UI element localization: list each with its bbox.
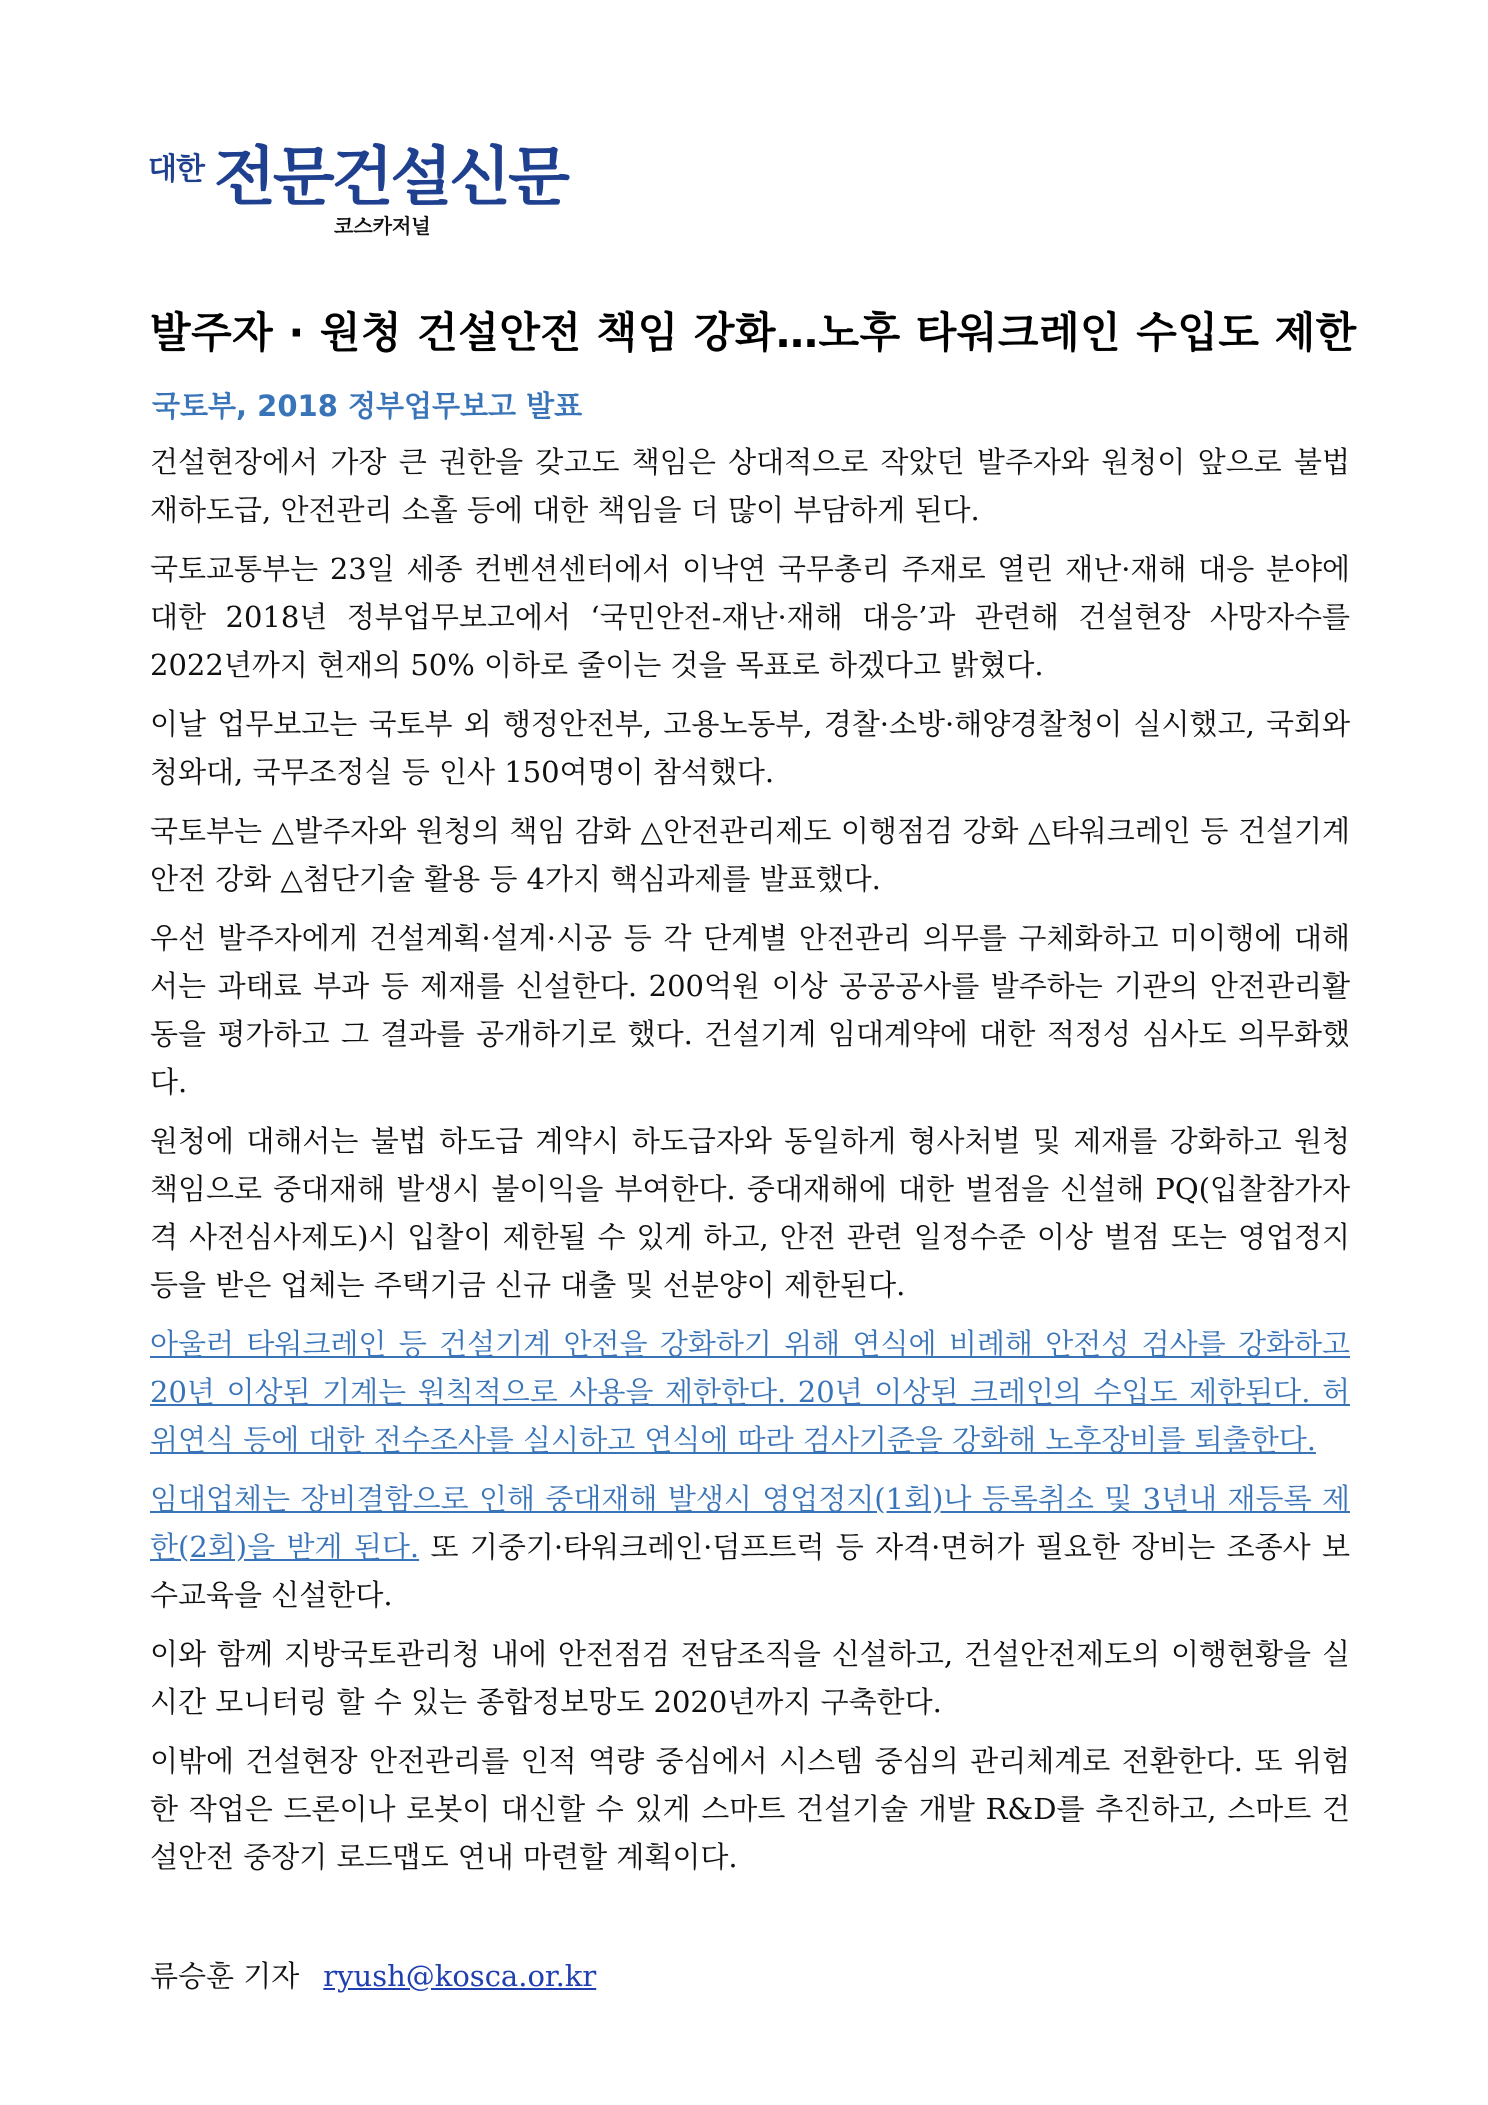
logo-subtitle: 코스카저널 [334,214,431,238]
reporter-name: 류승훈 기자 [150,1959,300,1993]
article-paragraph: 원청에 대해서는 불법 하도급 계약시 하도급자와 동일하게 형사처벌 및 제재를 강화하고 원청 책임으로 중대재해 발생시 불이익을 부여한다. 중대재해에 대한 벌점을 신설해 PQ(입찰참가자격 사전심사제도)시 입찰이 제한될 수 있게 하고, 안전 관련 일정수준 이상 벌점 또는 영업정지 등을 받은 업체는 주택기금 신규 대출 및 선분양이 제한된다. [150,1124,1350,1302]
mixed-paragraph [150,1475,1350,1619]
article-paragraph: 이밖에 건설현장 안전관리를 인적 역량 중심에서 시스템 중심의 관리체계로 전환한다. 또 위험한 작업은 드론이나 로봇이 대신할 수 있게 스마트 건설기술 개발 R&D를 추진하고, 스마트 건설안전 중장기 로드맵도 연내 마련할 계획이다. [150,1744,1350,1874]
paragraph-text: 또 기중기·타워크레인·덤프트럭 등 자격·면허가 필요한 장비는 조종사 보수교육을 신설한다. [150,1530,1350,1612]
linked-paragraph[interactable]: 아울러 타워크레인 등 건설기계 안전을 강화하기 위해 연식에 비례해 안전성 검사를 강화하고 20년 이상된 기계는 원칙적으로 사용을 제한한다. 20년 이상된 크레인의 수입도 제한된다. 허위연식 등에 대한 전수조사를 실시하고 연식에 따라 검사기준을 강화해 노후장비를 퇴출한다. [150,1327,1350,1457]
article-paragraph: 우선 발주자에게 건설계획·설계·시공 등 각 단계별 안전관리 의무를 구체화하고 미이행에 대해서는 과태료 부과 등 제재를 신설한다. 200억원 이상 공공공사를 발주하는 기관의 안전관리활동을 평가하고 그 결과를 공개하기로 했다. 건설기계 임대계약에 대한 적정성 심사도 의무화했다. [150,921,1350,1099]
logo-title: 전문건설신문 [214,141,567,215]
article-paragraph: 국토교통부는 23일 세종 컨벤션센터에서 이낙연 국무총리 주재로 열린 재난·재해 대응 분야에 대한 2018년 정부업무보고에서 ‘국민안전-재난·재해 대응’과 관련해 건설현장 사망자수를 2022년까지 현재의 50% 이하로 줄이는 것을 목표로 하겠다고 밝혔다. [150,552,1350,682]
email-link[interactable]: ryush@kosca.or.kr [323,1959,597,1993]
inline-link-text[interactable]: 임대업체는 장비결함으로 인해 중대재해 발생시 영업정지(1회)나 등록취소 및 3년내 재등록 제한(2회)을 받게 된다. [150,1482,1350,1564]
logo-small-text: 대한 [148,152,204,187]
byline [150,1954,596,1995]
newspaper-logo [148,138,568,238]
article-subheadline: 국토부, 2018 정부업무보고 발표 [152,389,583,423]
article-paragraph: 건설현장에서 가장 큰 권한을 갖고도 책임은 상대적으로 작았던 발주자와 원청이 앞으로 불법 재하도급, 안전관리 소홀 등에 대한 책임을 더 많이 부담하게 된다. [150,445,1350,527]
article-paragraph: 이와 함께 지방국토관리청 내에 안전점검 전담조직을 신설하고, 건설안전제도의 이행현황을 실시간 모니터링 할 수 있는 종합정보망도 2020년까지 구축한다. [150,1637,1350,1719]
article-paragraph: 이날 업무보고는 국토부 외 행정안전부, 고용노동부, 경찰·소방·해양경찰청이 실시했고, 국회와 청와대, 국무조정실 등 인사 150여명이 참석했다. [150,707,1350,789]
article-paragraph: 국토부는 △발주자와 원청의 책임 감화 △안전관리제도 이행점검 강화 △타워크레인 등 건설기계 안전 강화 △첨단기술 활용 등 4가지 핵심과제를 발표했다. [150,814,1350,896]
article-body [150,438,1350,1892]
article-headline: 발주자 · 원청 건설안전 책임 강화…노후 타워크레인 수입도 제한 [150,308,1357,357]
